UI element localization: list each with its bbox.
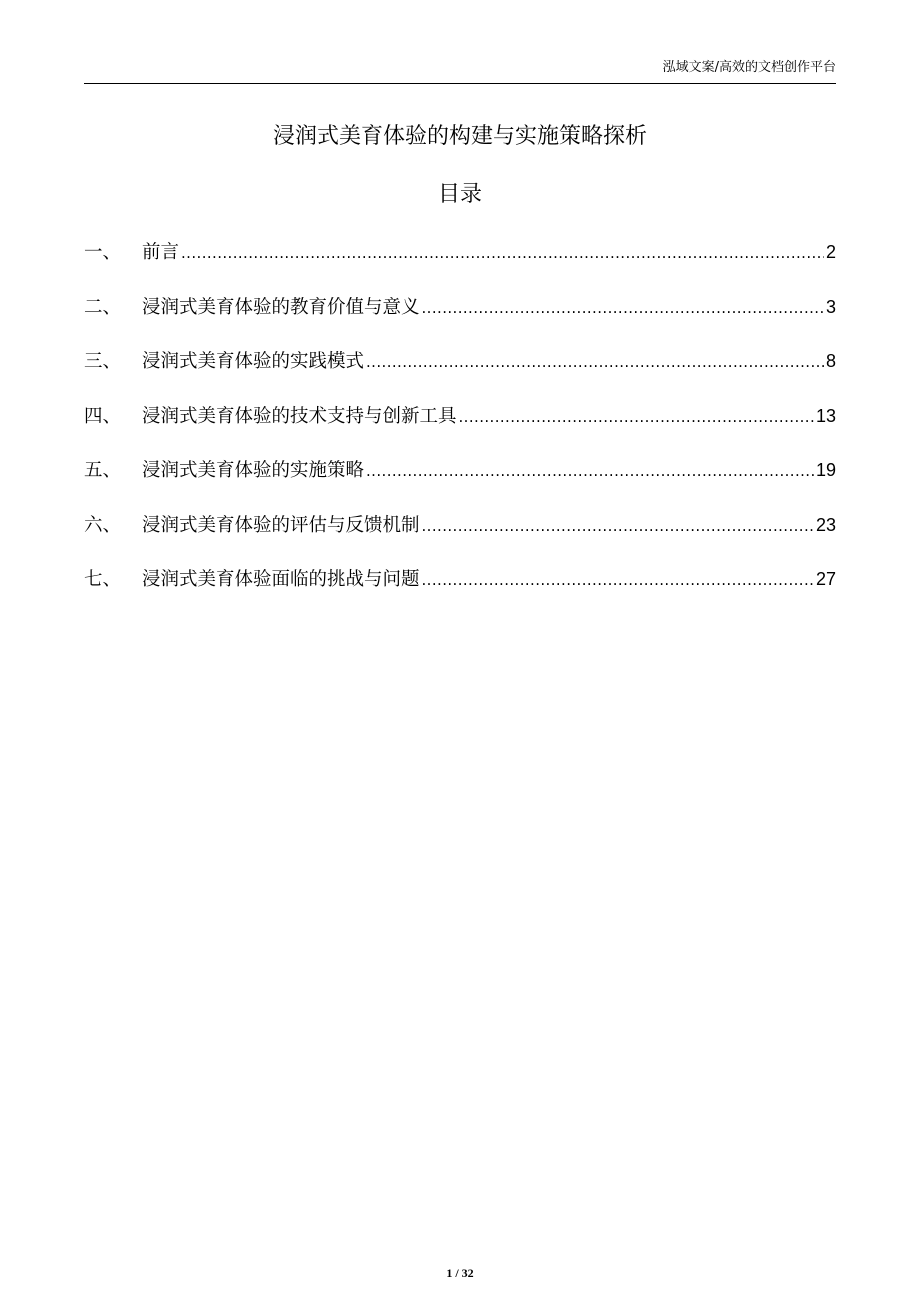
- toc-heading: 目录: [437, 182, 482, 207]
- toc-entry-2[interactable]: [84, 290, 836, 324]
- toc-entry-page: 3: [825, 296, 836, 317]
- toc-entry-page: 19: [815, 460, 836, 480]
- toc-entry-4[interactable]: [84, 399, 836, 433]
- toc-dot-leader: [181, 236, 824, 270]
- toc-entry-number: 五、: [84, 460, 122, 481]
- toc-entry-number: 七、: [84, 569, 122, 590]
- toc-dot-leader: [366, 345, 824, 379]
- toc-entry-3[interactable]: [84, 344, 836, 378]
- toc-entry-title: 浸润式美育体验的教育价值与意义: [142, 296, 420, 318]
- toc-entry-title: 浸润式美育体验的实践模式: [142, 351, 365, 372]
- toc-dot-leader: [459, 400, 814, 434]
- toc-entry-number: 六、: [84, 514, 122, 536]
- toc-entry-page: 23: [815, 514, 836, 535]
- table-of-contents: [84, 235, 836, 617]
- header-divider: [84, 83, 836, 84]
- toc-entry-page: 8: [825, 351, 836, 371]
- toc-entry-page: 27: [815, 569, 836, 589]
- toc-dot-leader: [422, 291, 824, 325]
- toc-entry-6[interactable]: [84, 508, 836, 542]
- toc-dot-leader: [422, 509, 814, 543]
- toc-entry-title: 浸润式美育体验的技术支持与创新工具: [142, 405, 457, 427]
- toc-entry-5[interactable]: [84, 453, 836, 487]
- toc-entry-title: 浸润式美育体验面临的挑战与问题: [142, 569, 420, 590]
- toc-entry-number: 一、: [84, 242, 122, 263]
- toc-dot-leader: [366, 454, 814, 488]
- page-header: 泓域文案/高效的文档创作平台: [662, 60, 836, 75]
- toc-entry-page: 2: [825, 242, 836, 262]
- toc-dot-leader: [422, 563, 814, 597]
- toc-entry-number: 四、: [84, 405, 122, 427]
- page-number: 1 / 32: [446, 1266, 474, 1280]
- toc-entry-number: 二、: [84, 296, 122, 318]
- document-title: 浸润式美育体验的构建与实施策略探析: [272, 124, 647, 149]
- toc-entry-1[interactable]: [84, 235, 836, 269]
- toc-entry-7[interactable]: [84, 562, 836, 596]
- toc-entry-title: 前言: [142, 242, 180, 263]
- toc-entry-page: 13: [815, 405, 836, 426]
- toc-entry-number: 三、: [84, 351, 122, 372]
- toc-entry-title: 浸润式美育体验的评估与反馈机制: [142, 514, 420, 536]
- toc-entry-title: 浸润式美育体验的实施策略: [142, 460, 365, 481]
